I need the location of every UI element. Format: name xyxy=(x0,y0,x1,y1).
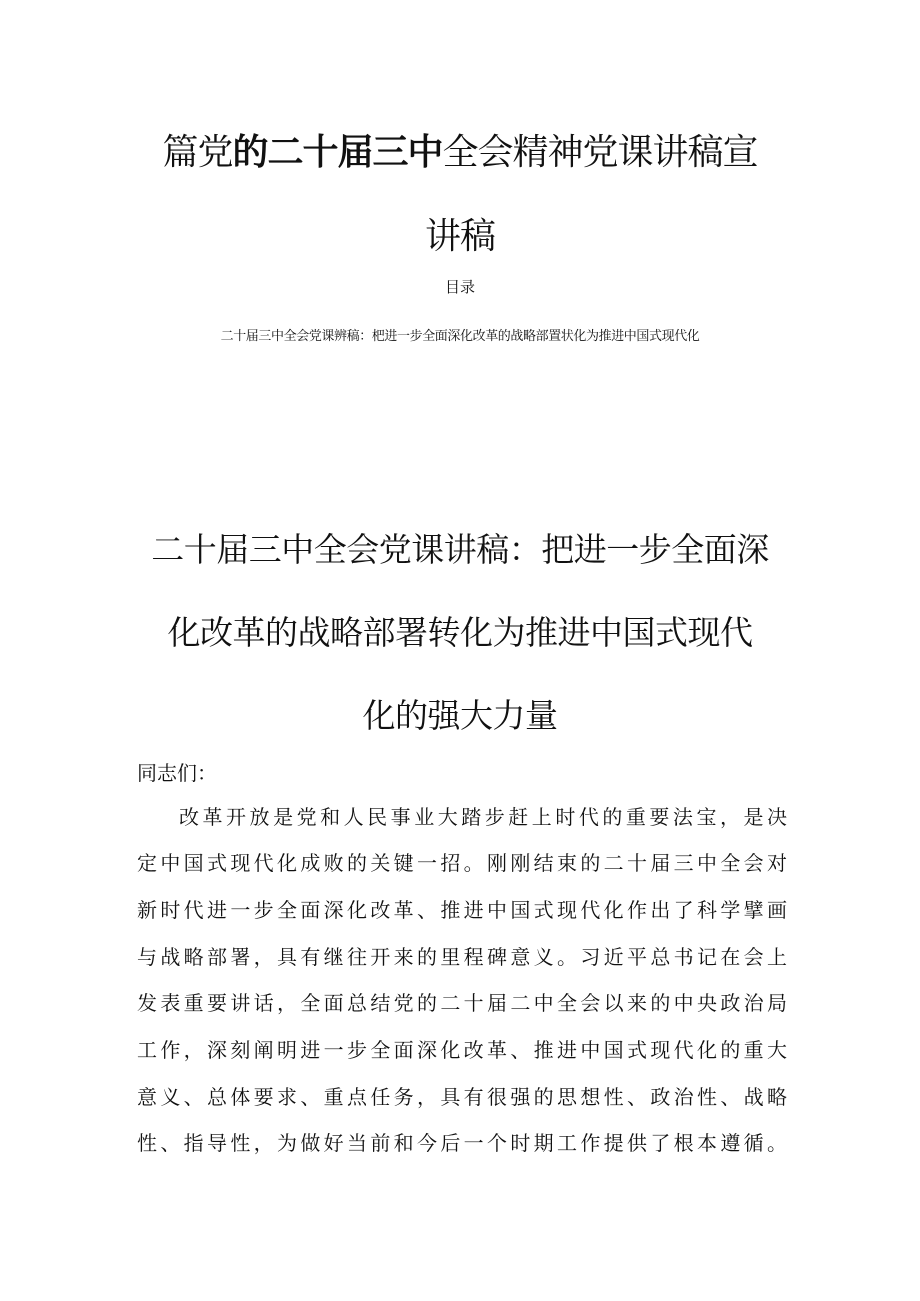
title-prefix: 篇党 xyxy=(162,132,233,173)
document-title-line-1 xyxy=(100,124,820,175)
body-text-line: 定中国式现代化成败的关键一招。刚刚结束的二十届三中全会对 xyxy=(137,851,787,875)
body-text-line: 工作，深刻阐明进一步全面深化改革、推进中国式现代化的重大 xyxy=(137,1038,787,1062)
section-title-line-1: 二十届三中全会党课讲稿：把进一步全面深 xyxy=(151,530,769,569)
toc-entry: 二十届三中全会党课辨稿：杷进一步全面深化改革的战略部置状化为推进中国式现代化 xyxy=(220,329,700,344)
title-bold-segment: 的二十届三中 xyxy=(232,132,443,173)
salutation: 同志们： xyxy=(137,761,217,785)
body-text-line: 发表重要讲话，全面总结党的二十届二中全会以来的中央政治局 xyxy=(137,991,787,1015)
section-title-line-3: 化的强大力量 xyxy=(362,696,558,735)
body-text-line: 意义、总体要求、重点任务，具有很强的思想性、政治性、战略 xyxy=(137,1085,787,1109)
body-text-line: 与战略部署，具有继往开来的里程碑意义。习近平总书记在会上 xyxy=(137,945,787,969)
body-text-line: 改革开放是党和人民事业大踏步赶上时代的重要法宝，是决 xyxy=(179,805,787,829)
title-suffix: 全会精神党课讲稿宣 xyxy=(442,132,758,173)
body-text-line: 新时代进一步全面深化改革、推进中国式现代化作出了科学擘画 xyxy=(137,898,787,922)
body-text-line: 性、指导性，为做好当前和今后一个时期工作提供了根本遵循。 xyxy=(137,1131,787,1155)
section-title-line-2: 化改革的战略部署转化为推进中国式现代 xyxy=(167,613,753,652)
document-title-line-2: 讲稿 xyxy=(424,216,495,257)
toc-heading: 目录 xyxy=(444,278,475,296)
